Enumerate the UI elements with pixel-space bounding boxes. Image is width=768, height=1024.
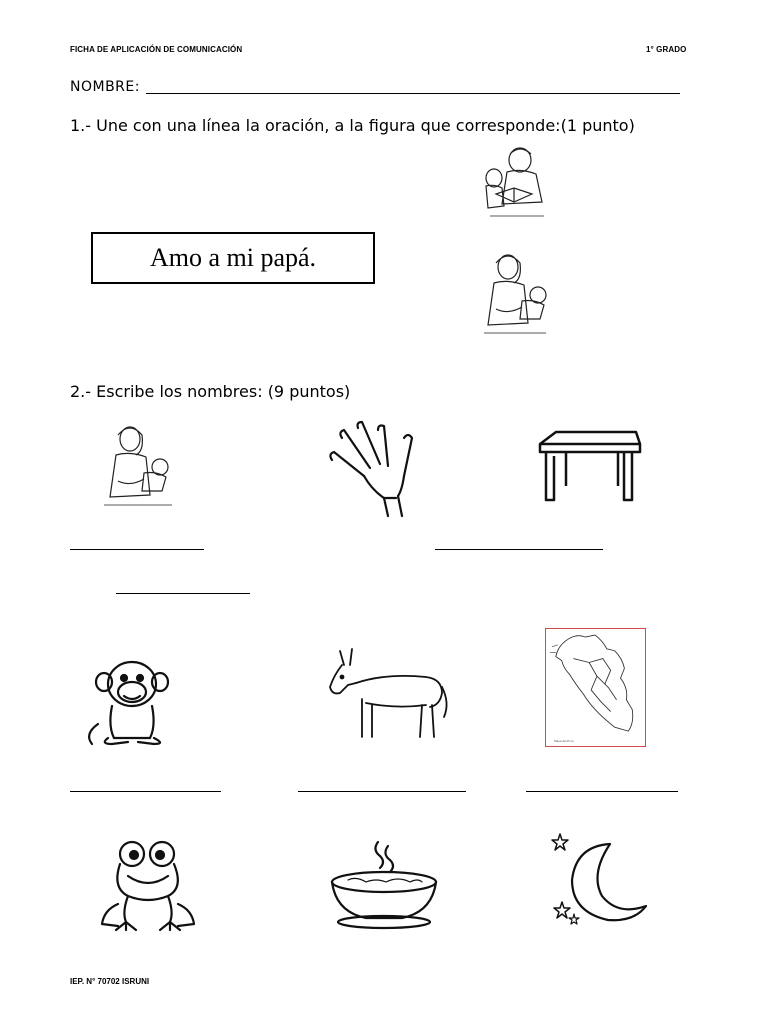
moon-picture xyxy=(548,830,652,928)
answer-blank-line[interactable] xyxy=(435,549,603,550)
soup-bowl-picture xyxy=(326,838,442,934)
peru-map-picture xyxy=(545,628,646,747)
sentence-text: Amo a mi papá. xyxy=(149,243,317,272)
frog-picture xyxy=(98,838,198,934)
question-1-text: 1.- Une con una línea la oración, a la figura que corresponde:(1 punto) xyxy=(70,116,635,135)
donkey-picture xyxy=(326,647,452,743)
nombre-blank-line[interactable] xyxy=(146,93,680,94)
answer-blank-line[interactable] xyxy=(116,593,250,594)
table-picture xyxy=(536,426,644,506)
question-2-text: 2.- Escribe los nombres: (9 puntos) xyxy=(70,382,351,401)
answer-blank-line[interactable] xyxy=(298,791,466,792)
header-grade: 1° GRADO xyxy=(646,45,687,54)
nombre-label: NOMBRE: xyxy=(70,79,140,95)
monkey-picture xyxy=(78,654,196,748)
header-title: FICHA DE APLICACIÓN DE COMUNICACIÓN xyxy=(70,45,243,54)
map-caption: Mapa del Perú xyxy=(554,739,574,743)
mother-picture xyxy=(94,419,180,511)
footer-school: IEP. N° 70702 ISRUNI xyxy=(70,977,150,986)
answer-blank-line[interactable] xyxy=(70,549,204,550)
hand-picture xyxy=(324,420,420,520)
mother-baby-picture[interactable] xyxy=(474,249,558,339)
sentence-box xyxy=(91,232,375,284)
answer-blank-line[interactable] xyxy=(70,791,221,792)
answer-blank-line[interactable] xyxy=(526,791,678,792)
father-reading-picture[interactable] xyxy=(474,142,558,224)
